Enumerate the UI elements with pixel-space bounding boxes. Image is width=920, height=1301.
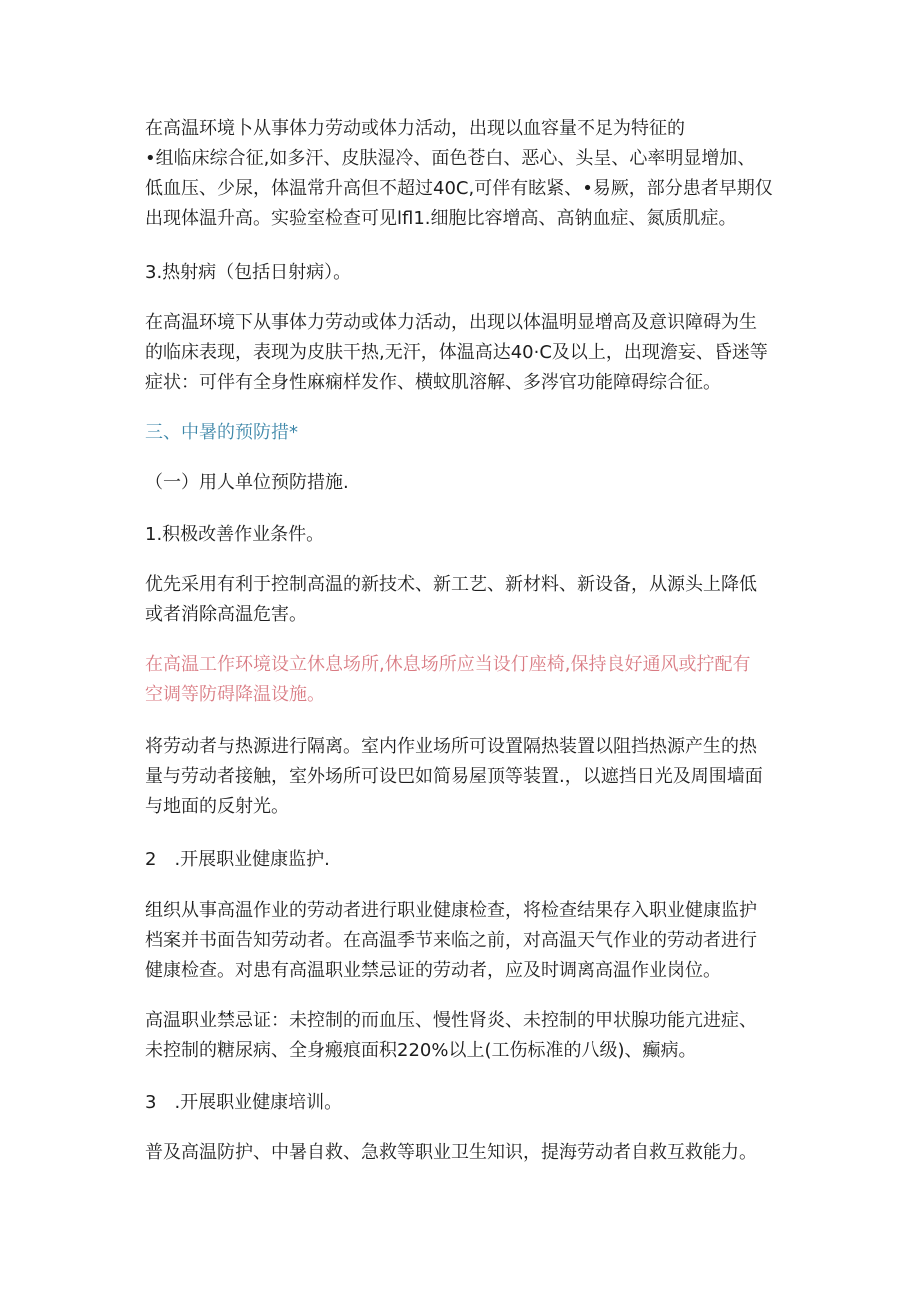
item-heading-3	[145, 1088, 785, 1118]
heading-heatstroke	[145, 258, 785, 288]
paragraph-heatstroke	[145, 308, 785, 398]
paragraph-rest-area	[145, 650, 785, 710]
text-line: 高温职业禁忌证：未控制的而血压、慢性肾炎、未控制的甲状腺功能亢进症、	[145, 1010, 757, 1031]
text-line: 与地面的反射光。	[145, 796, 289, 817]
text-line: 三、中暑的预防措*	[145, 422, 298, 443]
item-heading-2	[145, 845, 785, 875]
text-line: 2 .开展职业健康监护.	[145, 849, 330, 870]
text-line: （一）用人单位预防措施.	[145, 472, 349, 493]
paragraph-health-checks	[145, 896, 785, 986]
text-line: 症状：可伴有全身性麻痫样发作、横蚊肌溶解、多涔官功能障碍综合征。	[145, 372, 721, 393]
text-line: •组临床综合征,如多汗、皮肤湿冷、面色苍白、恶心、头呈、心率明显增加、	[145, 148, 756, 169]
paragraph-contraindications	[145, 1006, 785, 1066]
text-line: 空调等防碍降温设施。	[145, 684, 325, 705]
text-line: 低血压、少尿，体温常升高但不超过40C,可伴有眩紧、•易厥，部分患者早期仅	[145, 178, 773, 199]
text-line: 3.热射病（包括日射病）。	[145, 262, 352, 283]
text-line: 或者消除高温危害。	[145, 604, 307, 625]
text-line: 档案并书面告知劳动者。在高温季节来临之前，对高温天气作业的劳动者进行	[145, 930, 757, 951]
paragraph-new-technology	[145, 570, 785, 630]
item-heading-1	[145, 520, 785, 550]
text-line: 普及高温防护、中暑自救、急救等职业卫生知识，提海劳动者自救互救能力。	[145, 1142, 757, 1163]
text-line: 1.积极改善作业条件。	[145, 524, 325, 545]
text-line: 在高温环境卜从事体力劳动或体力活动，出现以血容量不足为特征的	[145, 118, 685, 139]
section-heading-prevention	[145, 418, 785, 448]
text-line: 健康检查。对患有高温职业禁忌证的劳动者，应及时调离高温作业岗位。	[145, 960, 721, 981]
text-line: 优先采用有利于控制高温的新技术、新工艺、新材料、新设备，从源头上降低	[145, 574, 757, 595]
paragraph-training	[145, 1138, 785, 1168]
paragraph-heat-exhaustion	[145, 114, 785, 234]
text-line: 量与劳动者接触，室外场所可设巴如简易屋顶等装置.，以遮挡日光及周围墙面	[145, 766, 763, 787]
text-line: 将劳动者与热源进行隔离。室内作业场所可设置隔热装置以阻挡热源产生的热	[145, 736, 757, 757]
text-line: 3 .开展职业健康培训。	[145, 1092, 343, 1113]
text-line: 未控制的糖尿病、全身瘢痕面积220%以上(工伤标准的八级)、癫病。	[145, 1040, 697, 1061]
text-line: 在高温工作环境设立休息场所,休息场所应当设仃座椅,保持良好通风或拧配有	[145, 654, 751, 675]
text-line: 的临床表现，表现为皮肤干热,无汗，体温高达40·C及以上，出现澹妄、昏迷等	[145, 342, 768, 363]
text-line: 出现体温升高。实验室检查可见lfl1.细胞比容增高、高钠血症、氮质肌症。	[145, 208, 737, 229]
text-line: 组织从事高温作业的劳动者进行职业健康检查，将检查结果存入职业健康监护	[145, 900, 757, 921]
text-line: 在高温环境下从事体力劳动或体力活动，出现以体温明显增高及意识障碍为生	[145, 312, 757, 333]
paragraph-heat-isolation	[145, 732, 785, 822]
subsection-heading-employer	[145, 468, 785, 498]
